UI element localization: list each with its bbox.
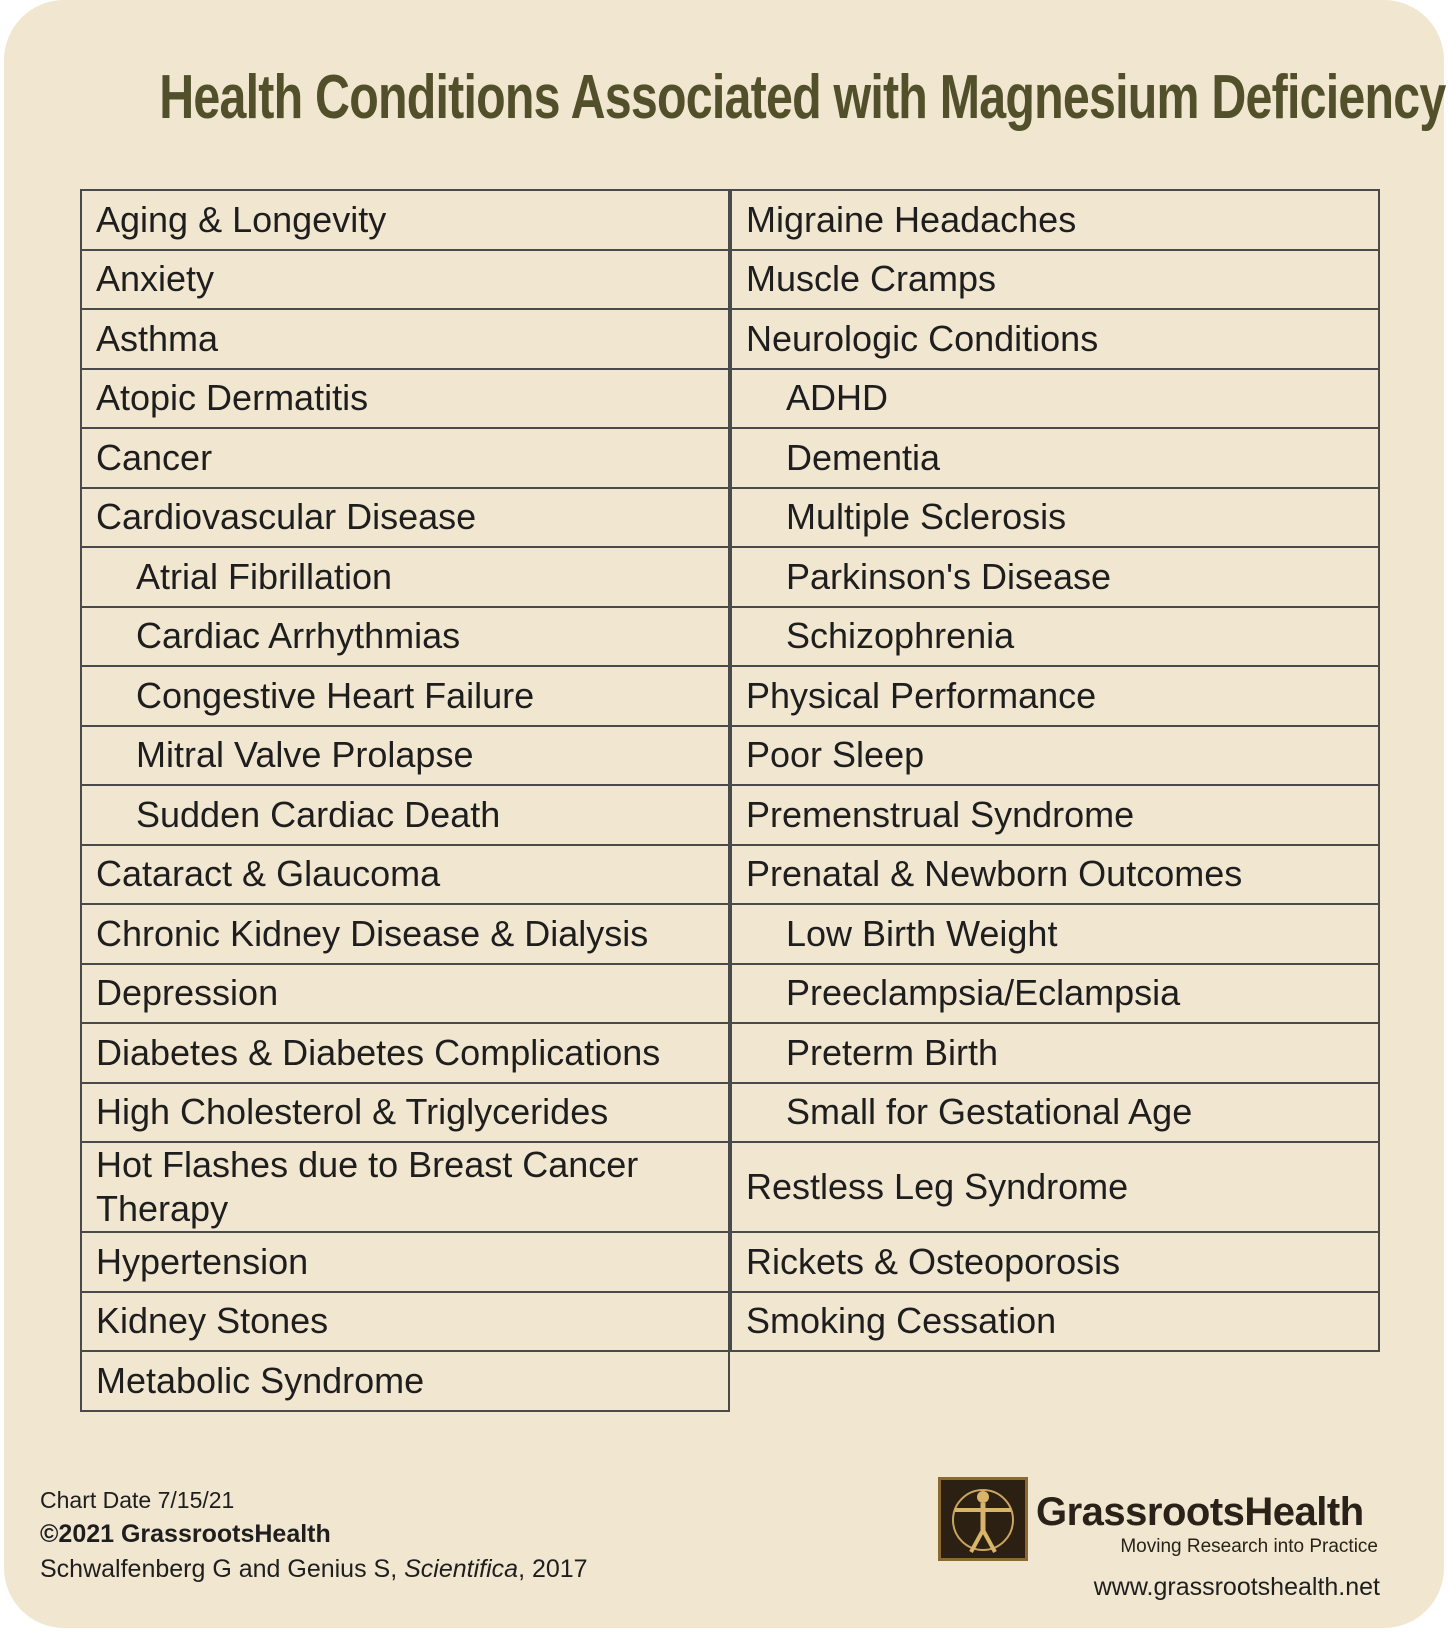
condition-row (730, 189, 1380, 251)
condition-row (730, 487, 1380, 549)
citation-journal: Scientifica (404, 1555, 519, 1583)
vitruvian-man-icon (938, 1477, 1028, 1561)
condition-row (80, 665, 730, 727)
page-title: Health Conditions Associated with Magnesium Deficiency (159, 63, 1446, 132)
condition-label: Poor Sleep (746, 734, 925, 776)
condition-row (730, 1141, 1380, 1233)
condition-row (80, 725, 730, 787)
condition-label: Schizophrenia (786, 615, 1015, 657)
condition-label: Diabetes & Diabetes Complications (96, 1031, 661, 1073)
condition-row (80, 903, 730, 965)
condition-label: Rickets & Osteoporosis (746, 1240, 1121, 1282)
condition-label: Atopic Dermatitis (96, 377, 369, 419)
condition-row (80, 784, 730, 846)
condition-label: Cancer (96, 436, 213, 478)
condition-label: ADHD (786, 377, 889, 419)
condition-row (80, 844, 730, 906)
citation-year: , 2017 (518, 1555, 588, 1583)
condition-row (730, 784, 1380, 846)
condition-row (80, 963, 730, 1025)
condition-label: High Cholesterol & Triglycerides (96, 1091, 609, 1133)
condition-row (80, 1231, 730, 1293)
left-condition-list (80, 191, 730, 1412)
chart-date: Chart Date 7/15/21 (40, 1487, 235, 1513)
condition-row (730, 665, 1380, 727)
condition-label: Sudden Cardiac Death (136, 793, 501, 835)
condition-row (730, 1291, 1380, 1353)
condition-row (730, 249, 1380, 311)
condition-label: Low Birth Weight (786, 912, 1058, 954)
footer-info (40, 1487, 588, 1584)
condition-label: Cardiac Arrhythmias (136, 615, 461, 657)
condition-label: Premenstrual Syndrome (746, 793, 1135, 835)
condition-label: Restless Leg Syndrome (746, 1166, 1129, 1207)
condition-label: Kidney Stones (96, 1300, 329, 1342)
condition-row (80, 1141, 730, 1233)
condition-label: Hypertension (96, 1240, 309, 1282)
condition-label: Mitral Valve Prolapse (136, 734, 474, 776)
condition-label: Aging & Longevity (96, 198, 387, 240)
condition-row (80, 487, 730, 549)
condition-row (80, 546, 730, 608)
condition-label: Small for Gestational Age (786, 1091, 1193, 1133)
condition-row (730, 844, 1380, 906)
website-link[interactable]: www.grassrootshealth.net (1093, 1573, 1380, 1601)
condition-row (80, 606, 730, 668)
condition-label: Dementia (786, 436, 941, 478)
condition-row (80, 189, 730, 251)
condition-row (80, 1350, 730, 1412)
logo-name: GrassrootsHealth (1036, 1490, 1364, 1534)
logo-tagline: Moving Research into Practice (1120, 1536, 1378, 1557)
citation-authors: Schwalfenberg G and Genius S, (40, 1555, 405, 1583)
condition-label: Depression (96, 972, 279, 1014)
condition-label: Physical Performance (746, 674, 1097, 716)
right-condition-list (730, 191, 1380, 1352)
condition-label: Cardiovascular Disease (96, 496, 477, 538)
condition-label: Prenatal & Newborn Outcomes (746, 853, 1243, 895)
condition-row (80, 368, 730, 430)
condition-label: Preeclampsia/Eclampsia (786, 972, 1181, 1014)
condition-label: Cataract & Glaucoma (96, 853, 441, 895)
condition-row (80, 1291, 730, 1353)
condition-label: Anxiety (96, 258, 215, 300)
condition-row (80, 1082, 730, 1144)
condition-label: Smoking Cessation (746, 1300, 1057, 1342)
condition-row (730, 1231, 1380, 1293)
condition-label: Muscle Cramps (746, 258, 997, 300)
condition-label: Chronic Kidney Disease & Dialysis (96, 912, 649, 954)
condition-row (730, 546, 1380, 608)
condition-row (730, 427, 1380, 489)
condition-label: Hot Flashes due to Breast Cancer Therapy (96, 1144, 639, 1229)
condition-label: Migraine Headaches (746, 198, 1077, 240)
condition-row (730, 725, 1380, 787)
condition-row (730, 368, 1380, 430)
condition-row (80, 249, 730, 311)
condition-label: Multiple Sclerosis (786, 496, 1067, 538)
condition-row (80, 427, 730, 489)
condition-row (730, 308, 1380, 370)
condition-label: Asthma (96, 317, 219, 359)
condition-label: Congestive Heart Failure (136, 674, 535, 716)
condition-label: Neurologic Conditions (746, 317, 1099, 359)
condition-row (80, 308, 730, 370)
condition-row (730, 963, 1380, 1025)
condition-row (730, 606, 1380, 668)
condition-row (730, 1082, 1380, 1144)
citation (40, 1555, 588, 1584)
condition-label: Preterm Birth (786, 1031, 999, 1073)
condition-row (730, 903, 1380, 965)
condition-label: Parkinson's Disease (786, 555, 1112, 597)
condition-row (730, 1022, 1380, 1084)
condition-label: Atrial Fibrillation (136, 555, 393, 597)
copyright: ©2021 GrassrootsHealth (40, 1520, 331, 1548)
condition-row (80, 1022, 730, 1084)
condition-label: Metabolic Syndrome (96, 1359, 425, 1401)
